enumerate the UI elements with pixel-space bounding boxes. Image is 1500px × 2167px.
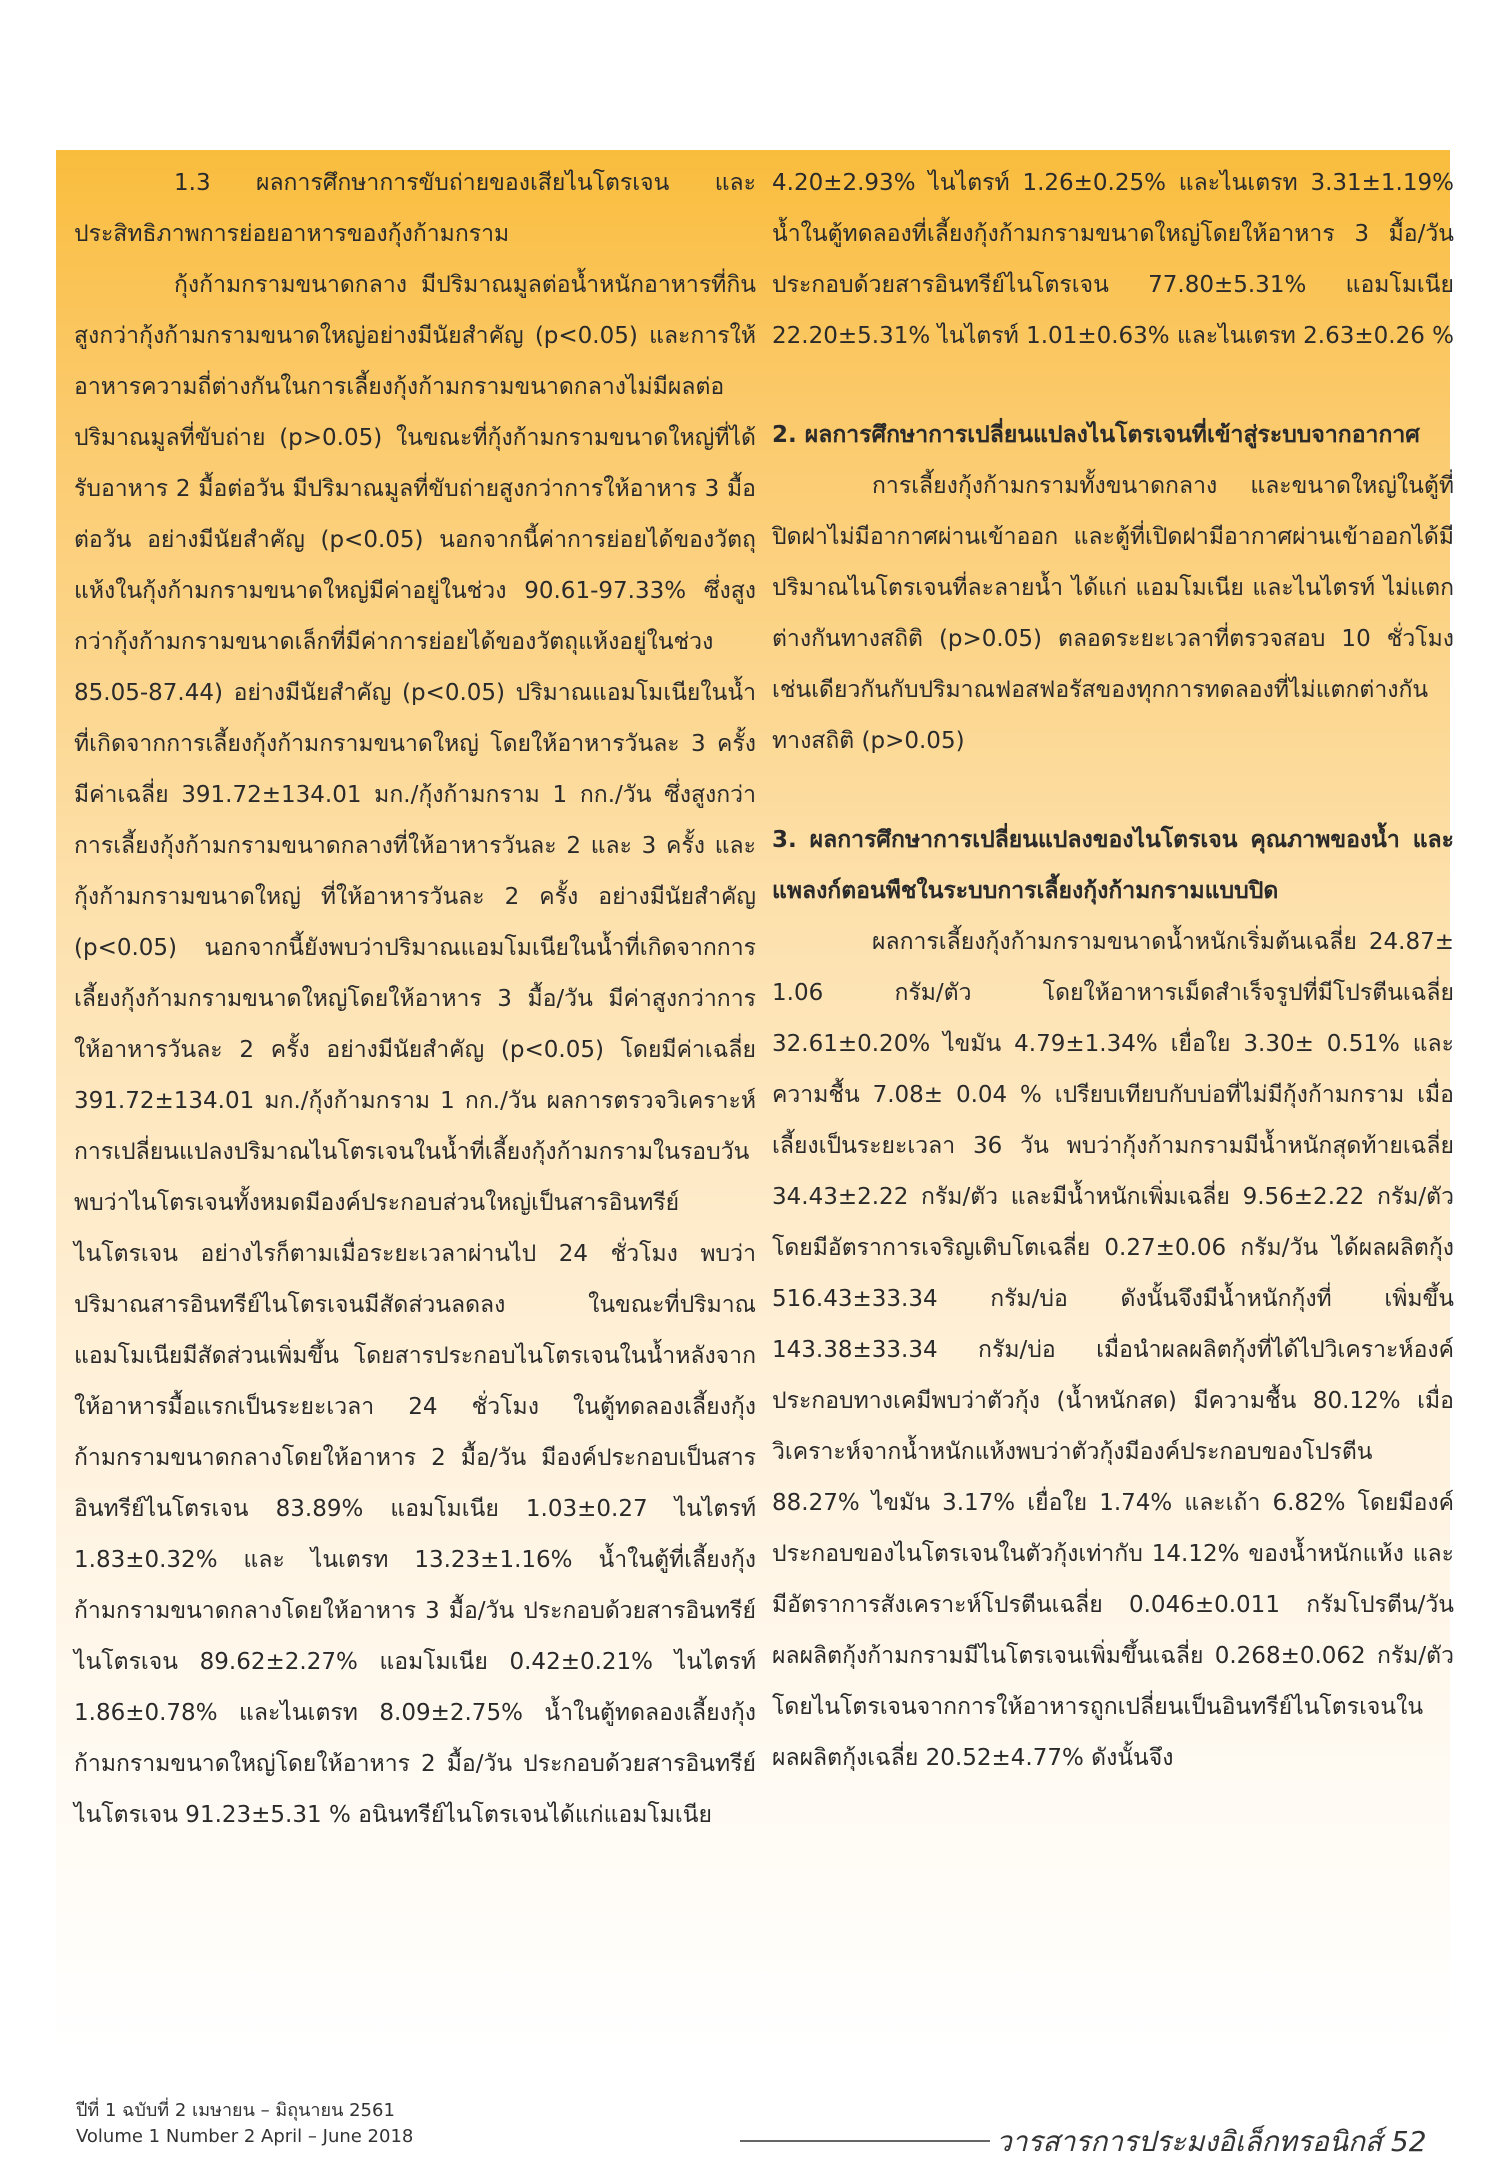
footer-issue [76,2098,413,2150]
body-paragraph-continued: 4.20±2.93% ไนไตรท์ 1.26±0.25% และไนเตรท 3.31±1.19% น้ำในตู้ทดลองที่เลี้ยงกุ้งก้ามกรามขนาดใหญ่โดยให้อาหาร 3 มื้อ/วัน ประกอบด้วยสารอินทรีย์ไนโตรเจน 77.80±5.31% แอมโมเนีย 22.20±5.31% ไนไตรท์ 1.01±0.63% และไนเตรท 2.63±0.26 % [772,170,1455,349]
section-3-heading: 3. ผลการศึกษาการเปลี่ยนแปลงของไนโตรเจน คุณภาพของน้ำ และแพลงก์ตอนพืชในระบบการเลี้ยงกุ้งก้ามกรามแบบปิด [772,827,1454,904]
body-paragraph: การเลี้ยงกุ้งก้ามกรามทั้งขนาดกลาง และขนาดใหญ่ในตู้ที่ปิดฝาไม่มีอากาศผ่านเข้าออก และตู้ที่เปิดฝามีอากาศผ่านเข้าออกได้มีปริมาณไนโตรเจนที่ละลายน้ำ ได้แก่ แอมโมเนีย และไนไตรท์ ไม่แตกต่างกันทางสถิติ (p>0.05) ตลอดระยะเวลาที่ตรวจสอบ 10 ชั่วโมง เช่นเดียวกันกับปริมาณฟอสฟอรัสของทุกการทดลองที่ไม่แตกต่างกันทางสถิติ (p>0.05) [772,473,1454,754]
footer-journal-page: วารสารการประมงอิเล็กทรอนิกส์ 52 [996,2125,1427,2158]
footer-divider [740,2140,990,2142]
body-paragraph: ผลการเลี้ยงกุ้งก้ามกรามขนาดน้ำหนักเริ่มต้นเฉลี่ย 24.87± 1.06 กรัม/ตัว โดยให้อาหารเม็ดสำเร็จรูปที่มีโปรตีนเฉลี่ย 32.61±0.20% ไขมัน 4.79±1.34% เยื่อใย 3.30± 0.51% และความชื้น 7.08± 0.04 % เปรียบเทียบกับบ่อที่ไม่มีกุ้งก้ามกราม เมื่อเลี้ยงเป็นระยะเวลา 36 วัน พบว่ากุ้งก้ามกรามมีน้ำหนักสุดท้ายเฉลี่ย 34.43±2.22 กรัม/ตัว และมีน้ำหนักเพิ่มเฉลี่ย 9.56±2.22 กรัม/ตัว โดยมีอัตราการเจริญเติบโตเฉลี่ย 0.27±0.06 กรัม/วัน ได้ผลผลิตกุ้ง 516.43±33.34 กรัม/บ่อ ดังนั้นจึงมีน้ำหนักกุ้งที่ เพิ่มขึ้น 143.38±33.34 กรัม/บ่อ เมื่อนำผลผลิตกุ้งที่ได้ไปวิเคราะห์องค์ประกอบทางเคมีพบว่าตัวกุ้ง (น้ำหนักสด) มีความชื้น 80.12% เมื่อวิเคราะห์จากน้ำหนักแห้งพบว่าตัวกุ้งมีองค์ประกอบของโปรตีน 88.27% ไขมัน 3.17% เยื่อใย 1.74% และเถ้า 6.82% โดยมีองค์ประกอบของไนโตรเจนในตัวกุ้งเท่ากับ 14.12% ของน้ำหนักแห้ง และมีอัตราการสังเคราะห์โปรตีนเฉลี่ย 0.046±0.011 กรัมโปรตีน/วัน ผลผลิตกุ้งก้ามกรามมีไนโตรเจนเพิ่มขึ้นเฉลี่ย 0.268±0.062 กรัม/ตัว โดยไนโตรเจนจากการให้อาหารถูกเปลี่ยนเป็นอินทรีย์ไนโตรเจนในผลผลิตกุ้งเฉลี่ย 20.52±4.77% ดังนั้นจึง [772,929,1454,1771]
section-2-heading: 2. ผลการศึกษาการเปลี่ยนแปลงไนโตรเจนที่เข้าสู่ระบบจากอากาศ [772,422,1420,448]
right-column [772,158,1454,1784]
section-1-3-heading: 1.3 ผลการศึกษาการขับถ่ายของเสียไนโตรเจน และประสิทธิภาพการย่อยอาหารของกุ้งก้ามกราม [74,170,756,247]
body-paragraph: กุ้งก้ามกรามขนาดกลาง มีปริมาณมูลต่อน้ำหนักอาหารที่กินสูงกว่ากุ้งก้ามกรามขนาดใหญ่อย่างมีนัยสำคัญ (p<0.05) และการให้อาหารความถี่ต่างกันในการเลี้ยงกุ้งก้ามกรามขนาดกลางไม่มีผลต่อปริมาณมูลที่ขับถ่าย (p>0.05) ในขณะที่กุ้งก้ามกรามขนาดใหญ่ที่ได้รับอาหาร 2 มื้อต่อวัน มีปริมาณมูลที่ขับถ่ายสูงกว่าการให้อาหาร 3 มื้อต่อวัน อย่างมีนัยสำคัญ (p<0.05) นอกจากนี้ค่าการย่อยได้ของวัตถุแห้งในกุ้งก้ามกรามขนาดใหญ่มีค่าอยู่ในช่วง 90.61-97.33% ซึ่งสูงกว่ากุ้งก้ามกรามขนาดเล็กที่มีค่าการย่อยได้ของวัตถุแห้งอยู่ในช่วง 85.05-87.44) อย่างมีนัยสำคัญ (p<0.05) ปริมาณแอมโมเนียในน้ำที่เกิดจากการเลี้ยงกุ้งก้ามกรามขนาดใหญ่ โดยให้อาหารวันละ 3 ครั้ง มีค่าเฉลี่ย 391.72±134.01 มก./กุ้งก้ามกราม 1 กก./วัน ซึ่งสูงกว่าการเลี้ยงกุ้งก้ามกรามขนาดกลางที่ให้อาหารวันละ 2 และ 3 ครั้ง และกุ้งก้ามกรามขนาดใหญ่ ที่ให้อาหารวันละ 2 ครั้ง อย่างมีนัยสำคัญ (p<0.05) นอกจากนี้ยังพบว่าปริมาณแอมโมเนียในน้ำที่เกิดจากการเลี้ยงกุ้งก้ามกรามขนาดใหญ่โดยให้อาหาร 3 มื้อ/วัน มีค่าสูงกว่าการให้อาหารวันละ 2 ครั้ง อย่างมีนัยสำคัญ (p<0.05) โดยมีค่าเฉลี่ย 391.72±134.01 มก./กุ้งก้ามกราม 1 กก./วัน ผลการตรวจวิเคราะห์การเปลี่ยนแปลงปริมาณไนโตรเจนในน้ำที่เลี้ยงกุ้งก้ามกรามในรอบวันพบว่าไนโตรเจนทั้งหมดมีองค์ประกอบส่วนใหญ่เป็นสารอินทรีย์ไนโตรเจน อย่างไรก็ตามเมื่อระยะเวลาผ่านไป 24 ชั่วโมง พบว่าปริมาณสารอินทรีย์ไนโตรเจนมีสัดส่วนลดลง ในขณะที่ปริมาณแอมโมเนียมีสัดส่วนเพิ่มขึ้น โดยสารประกอบไนโตรเจนในน้ำหลังจากให้อาหารมื้อแรกเป็นระยะเวลา 24 ชั่วโมง ในตู้ทดลองเลี้ยงกุ้งก้ามกรามขนาดกลางโดยให้อาหาร 2 มื้อ/วัน มีองค์ประกอบเป็นสารอินทรีย์ไนโตรเจน 83.89% แอมโมเนีย 1.03±0.27 ไนไตรท์ 1.83±0.32% และ ไนเตรท 13.23±1.16% น้ำในตู้ที่เลี้ยงกุ้งก้ามกรามขนาดกลางโดยให้อาหาร 3 มื้อ/วัน ประกอบด้วยสารอินทรีย์ไนโตรเจน 89.62±2.27% แอมโมเนีย 0.42±0.21% ไนไตรท์ 1.86±0.78% และไนเตรท 8.09±2.75% น้ำในตู้ทดลองเลี้ยงกุ้งก้ามกรามขนาดใหญ่โดยให้อาหาร 2 มื้อ/วัน ประกอบด้วยสารอินทรีย์ไนโตรเจน 91.23±5.31 % อนินทรีย์ไนโตรเจนได้แก่แอมโมเนีย [74,272,756,1828]
footer-issue-thai: ปีที่ 1 ฉบับที่ 2 เมษายน – มิถุนายน 2561 [76,2100,395,2121]
footer-issue-english: Volume 1 Number 2 April – June 2018 [76,2126,414,2147]
left-column [74,158,756,1841]
